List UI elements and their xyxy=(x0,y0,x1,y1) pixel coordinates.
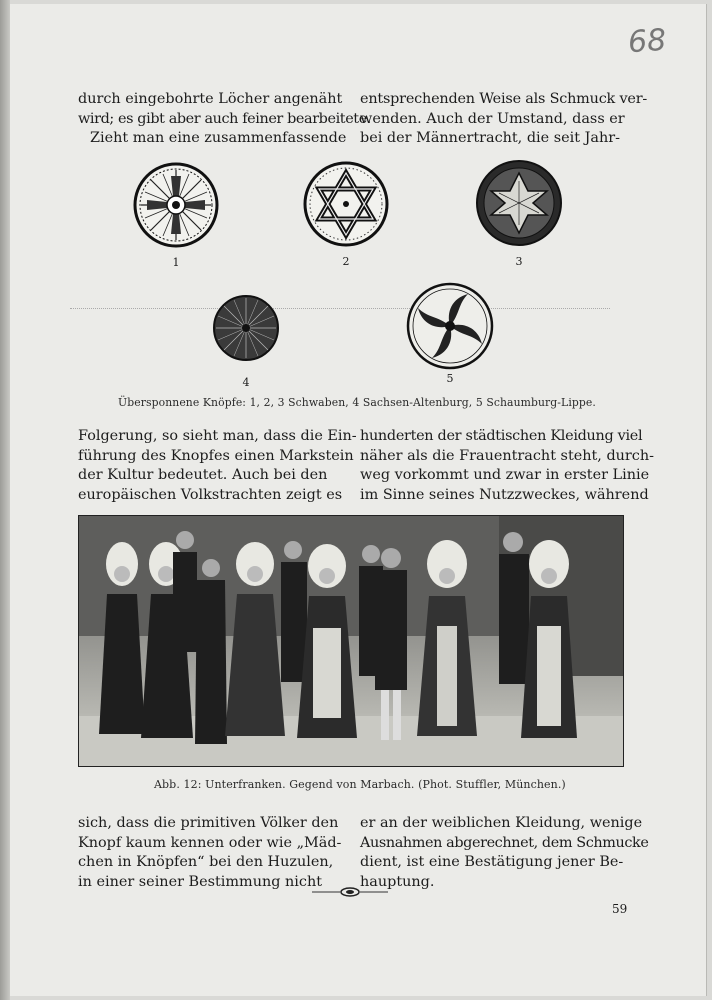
text-line: hunderten der städtischen Kleidung viel xyxy=(360,428,643,444)
woven-button-3-illustration xyxy=(475,159,563,247)
costume-group-photograph xyxy=(78,515,624,767)
button-figure-5 xyxy=(405,282,495,385)
costume-group-illustration xyxy=(79,516,623,766)
text-line: führung des Knopfes einen Markstein xyxy=(78,447,354,464)
woven-button-1-illustration xyxy=(133,162,219,248)
woven-button-4-illustration xyxy=(212,294,280,362)
text-column-right xyxy=(360,814,649,892)
text-line: Folgerung, so sieht man, dass die Ein- xyxy=(78,428,357,444)
text-column-left xyxy=(78,427,357,505)
buttons-caption: Übersponnene Knöpfe: 1, 2, 3 Schwaben, 4 Sachsen-Altenburg, 5 Schaumburg-Lippe. xyxy=(118,396,596,409)
text-line: wenden. Auch der Umstand, dass er xyxy=(360,110,625,127)
text-block-top xyxy=(78,90,648,149)
page-number: 59 xyxy=(612,902,628,916)
text-line: weg vorkommt und zwar in erster Linie xyxy=(360,467,650,483)
text-line: Knopf kaum kennen oder wie „Mäd- xyxy=(78,834,342,851)
text-line: europäischen Volkstrachten zeigt es xyxy=(78,486,343,503)
button-figure-3 xyxy=(473,159,565,268)
handwritten-folio-number: 68 xyxy=(626,22,668,61)
text-column-left xyxy=(78,90,371,149)
figure-number: 5 xyxy=(446,372,454,385)
figure-number: 3 xyxy=(515,255,523,268)
text-line: näher als die Frauentracht steht, durch- xyxy=(360,447,654,464)
text-line: der Kultur bedeutet. Auch bei den xyxy=(78,467,328,483)
photo-caption: Abb. 12: Unterfranken. Gegend von Marbach. (Phot. Stuffler, München.) xyxy=(154,778,566,791)
text-line: wird; es gibt aber auch feiner bearbeitete. xyxy=(78,110,371,127)
text-line: Ausnahmen abgerechnet, dem Schmucke xyxy=(360,834,649,851)
text-line: in einer seiner Bestimmung nicht xyxy=(78,873,323,890)
text-line: bei der Männertracht, die seit Jahr- xyxy=(360,130,620,146)
text-line: sich, dass die primitiven Völker den xyxy=(78,815,339,831)
book-spine-shadow xyxy=(0,0,10,1000)
figure-number: 2 xyxy=(342,255,350,268)
text-line: chen in Knöpfen“ bei den Huzulen, xyxy=(78,854,334,870)
figure-number: 1 xyxy=(172,256,180,269)
figure-separator xyxy=(70,308,610,309)
end-ornament xyxy=(310,884,390,900)
text-line: entsprechenden Weise als Schmuck ver- xyxy=(360,91,648,107)
woven-button-2-illustration xyxy=(303,161,389,247)
text-line: im Sinne seines Nutzzweckes, während xyxy=(360,486,649,503)
text-column-left xyxy=(78,814,344,892)
text-line: er an der weiblichen Kleidung, wenige xyxy=(360,815,643,831)
text-line: durch eingebohrte Löcher angenäht xyxy=(78,91,343,107)
text-line: Zieht man eine zusammenfassende xyxy=(90,130,347,146)
text-column-right xyxy=(360,90,648,149)
button-figure-2 xyxy=(301,161,391,268)
text-column-right xyxy=(360,427,654,505)
button-figure-4 xyxy=(210,294,282,389)
figure-number: 4 xyxy=(242,376,250,389)
text-block-middle xyxy=(78,427,654,505)
text-line: hauptung. xyxy=(360,873,435,890)
text-line: dient, ist eine Bestätigung jener Be- xyxy=(360,854,624,870)
button-figure-1 xyxy=(131,162,221,269)
woven-button-5-illustration xyxy=(406,282,494,370)
text-block-bottom xyxy=(78,814,649,892)
